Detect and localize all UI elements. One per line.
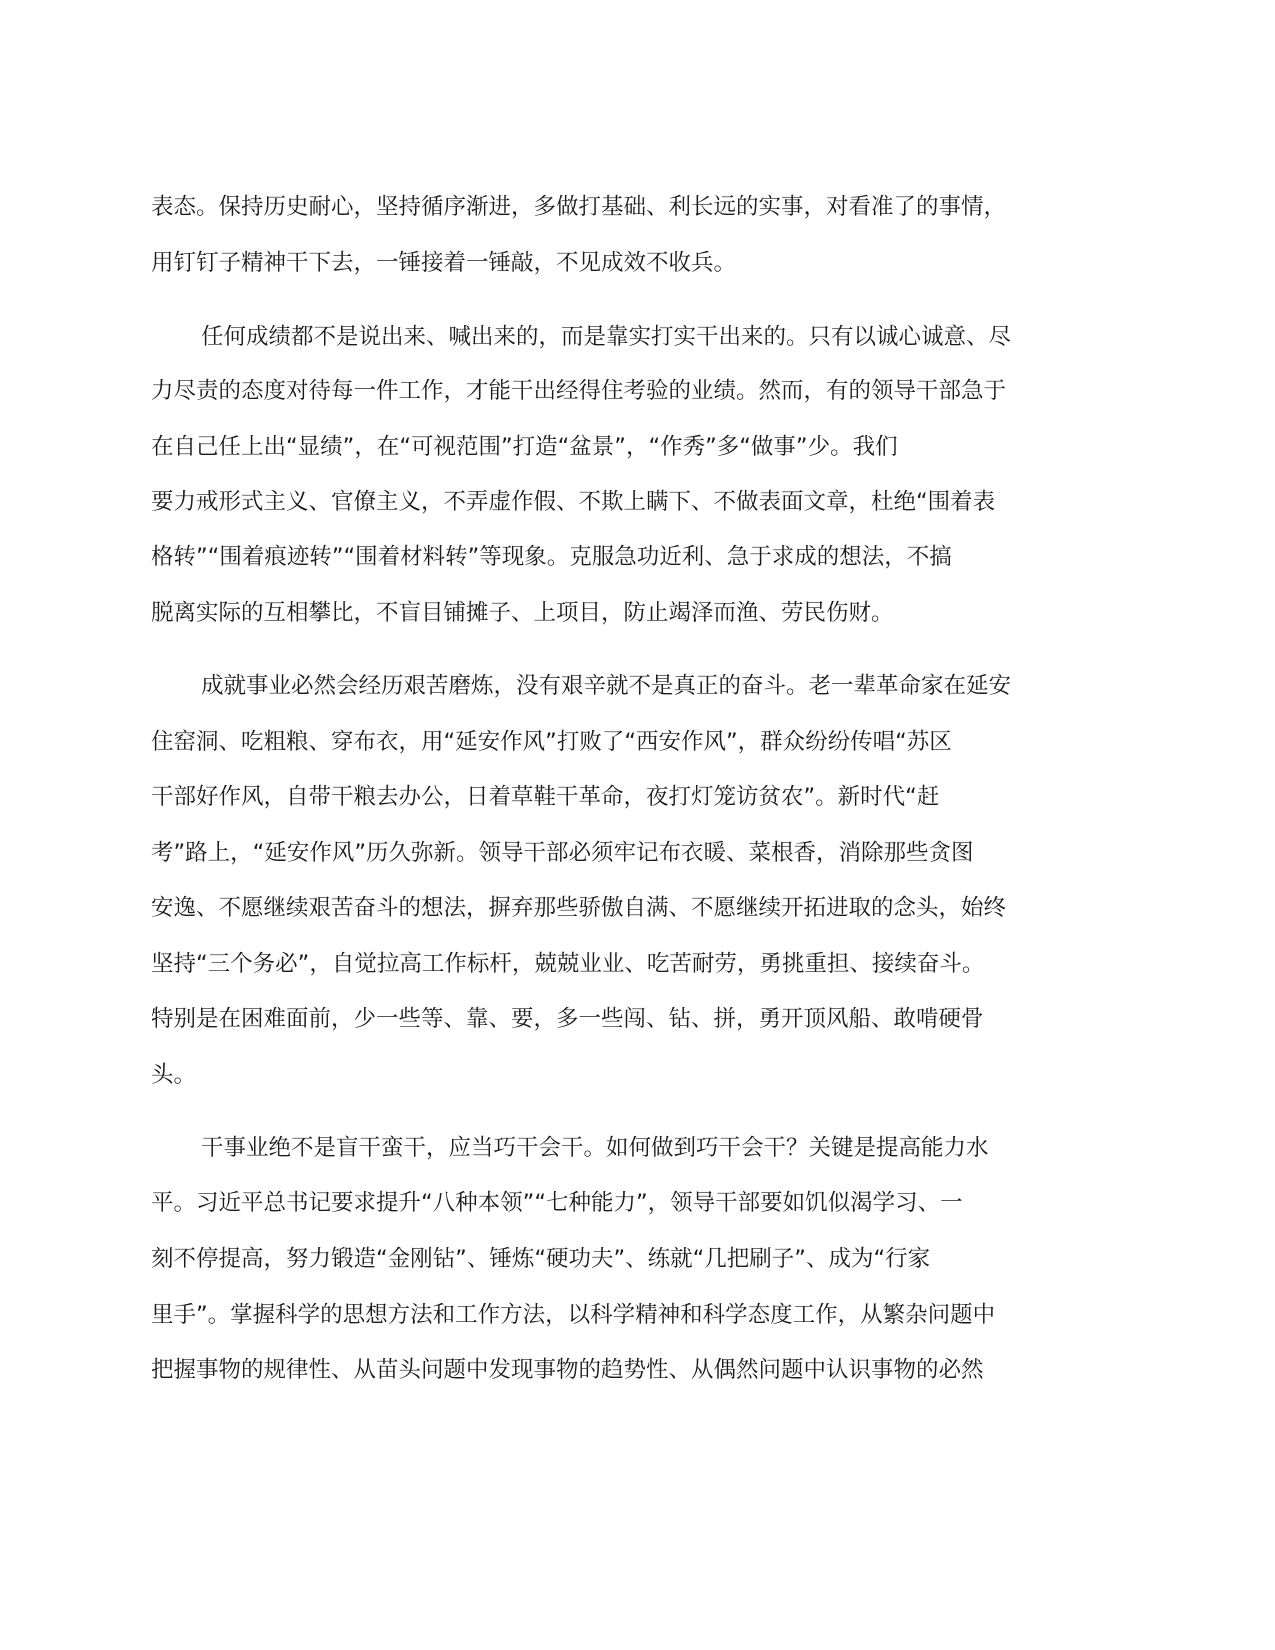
text-line: 在自己任上出“显绩”，在“可视范围”打造“盆景”，“作秀”多“做事”少。我们 xyxy=(151,434,898,460)
text-line: 平。习近平总书记要求提升“八种本领”“七种能力”，领导干部要如饥似渴学习、一 xyxy=(151,1190,963,1216)
text-line: 力尽责的态度对待每一件工作，才能干出经得住考验的业绩。然而，有的领导干部急于 xyxy=(151,378,1007,404)
text-line: 用钉钉子精神干下去，一锤接着一锤敲，不见成效不收兵。 xyxy=(151,250,737,276)
text-line: 表态。保持历史耐心，坚持循序渐进，多做打基础、利长远的实事，对看准了的事情， xyxy=(151,194,1007,220)
text-line: 刻不停提高，努力锻造“金刚钻”、锤炼“硬功夫”、练就“几把刷子”、成为“行家 xyxy=(151,1246,931,1272)
text-line: 特别是在困难面前，少一些等、靠、要，多一些闯、钻、拼，勇开顶风船、敢啃硬骨 xyxy=(151,1006,984,1032)
text-line: 干事业绝不是盲干蛮干，应当巧干会干。如何做到巧干会干？关键是提高能力水 xyxy=(201,1135,989,1161)
text-line: 格转”“围着痕迹转”“围着材料转”等现象。克服急功近利、急于求成的想法，不搞 xyxy=(151,544,952,570)
text-line: 把握事物的规律性、从苗头问题中发现事物的趋势性、从偶然问题中认识事物的必然 xyxy=(151,1357,984,1383)
text-line: 坚持“三个务必”，自觉拉高工作标杆，兢兢业业、吃苦耐劳，勇挑重担、接续奋斗。 xyxy=(151,951,985,977)
text-line: 脱离实际的互相攀比，不盲目铺摊子、上项目，防止竭泽而渔、劳民伤财。 xyxy=(151,600,894,626)
text-line: 要力戒形式主义、官僚主义，不弄虚作假、不欺上瞒下、不做表面文章，杜绝“围着表 xyxy=(151,489,996,515)
text-line: 考”路上，“延安作风”历久弥新。领导干部必须牢记布衣暖、菜根香，消除那些贪图 xyxy=(151,840,974,866)
text-line: 头。 xyxy=(151,1062,197,1088)
text-line: 安逸、不愿继续艰苦奋斗的想法，摒弃那些骄傲自满、不愿继续开拓进取的念头，始终 xyxy=(151,895,1007,921)
text-line: 里手”。掌握科学的思想方法和工作方法，以科学精神和科学态度工作，从繁杂问题中 xyxy=(151,1302,996,1328)
text-line: 任何成绩都不是说出来、喊出来的，而是靠实打实干出来的。只有以诚心诚意、尽 xyxy=(201,324,1012,350)
text-line: 干部好作风，自带干粮去办公，日着草鞋干革命，夜打灯笼访贫农”。新时代“赶 xyxy=(151,784,940,810)
text-line: 住窑洞、吃粗粮、穿布衣，用“延安作风”打败了“西安作风”，群众纷纷传唱“苏区 xyxy=(151,729,952,755)
text-line: 成就事业必然会经历艰苦磨炼，没有艰辛就不是真正的奋斗。老一辈革命家在延安 xyxy=(201,673,1012,699)
